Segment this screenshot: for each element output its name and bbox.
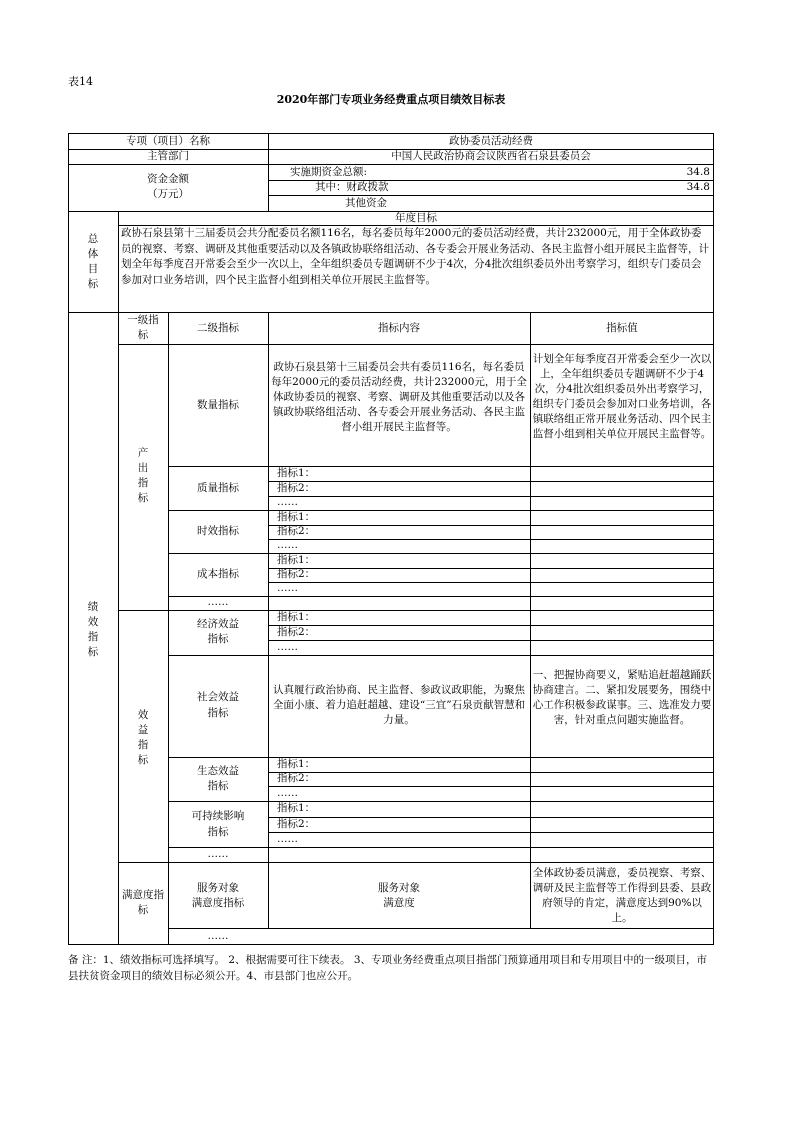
department-label: 主管部门 xyxy=(147,150,189,162)
fund-fiscal-label: 其中：财政拨款 xyxy=(315,181,389,193)
sustainability-indicator-more: …… xyxy=(277,833,298,845)
department-value: 中国人民政治协商会议陕西省石泉县委员会 xyxy=(391,150,591,162)
quality-indicator-2: 指标2： xyxy=(277,482,316,494)
ecological-indicator-label-1: 生态效益 xyxy=(197,765,239,777)
fund-fiscal-value: 34.8 xyxy=(686,181,710,193)
project-name-value: 政协委员活动经费 xyxy=(449,135,533,147)
ecological-indicator-2: 指标2： xyxy=(277,772,316,784)
timeliness-indicator-label: 时效指标 xyxy=(197,525,239,537)
service-satisfaction-label-2: 满意度指标 xyxy=(191,897,245,909)
timeliness-indicator-1: 指标1： xyxy=(277,511,316,523)
cost-indicator-more: …… xyxy=(277,582,298,594)
economic-indicator-label-1: 经济效益 xyxy=(197,618,239,630)
sustainability-indicator-2: 指标2： xyxy=(277,818,316,830)
quantity-indicator-label: 数量指标 xyxy=(197,399,239,411)
ecological-indicator-more: …… xyxy=(277,787,298,799)
level1-header: 一级指标 xyxy=(127,314,159,341)
project-name-label: 专项（项目）名称 xyxy=(126,135,210,147)
output-indicator-label: 产出指标 xyxy=(137,447,149,504)
cost-indicator-2: 指标2： xyxy=(277,568,316,580)
service-content-2: 满意度 xyxy=(383,897,415,909)
cost-indicator-1: 指标1： xyxy=(277,554,316,566)
page-title: 2020年部门专项业务经费重点项目绩效目标表 xyxy=(276,93,506,106)
social-content: 认真履行政治协商、民主监督、参政议政职能，为聚焦全面小康、着力追赶超越、建设“三宜”石泉贡献智慧和力量。 xyxy=(272,684,526,726)
value-header: 指标值 xyxy=(606,322,638,334)
fund-total-value: 34.8 xyxy=(686,166,710,178)
timeliness-indicator-more: …… xyxy=(277,539,298,551)
economic-indicator-label-2: 指标 xyxy=(207,633,229,645)
quality-indicator-label: 质量指标 xyxy=(197,482,239,494)
overall-goal-label: 总体目标 xyxy=(87,233,99,290)
satisfaction-indicator-label: 满意度指标 xyxy=(122,889,164,916)
social-indicator-label-2: 指标 xyxy=(207,707,229,719)
quality-indicator-more: …… xyxy=(277,496,298,508)
fund-total-label: 实施期资金总额: xyxy=(290,166,368,178)
timeliness-indicator-2: 指标2： xyxy=(277,525,316,537)
service-value: 全体政协委员满意，委员视察、考察、调研及民主监督等工作得到县委、县政府领导的肯定，满意度达到90%以上。 xyxy=(532,867,712,924)
benefit-indicator-label: 效益指标 xyxy=(137,709,149,766)
economic-indicator-more: …… xyxy=(277,641,298,653)
economic-indicator-1: 指标1： xyxy=(277,611,316,623)
footnote: 备 注：1、绩效指标可选择填写。 2、根据需要可往下续表。 3、专项业务经费重点项目指部门预算通用项目和专用项目中的一级项目，市县扶贫资金项目的绩效目标必须公开。4、市县部门也应公开。 xyxy=(68,954,708,982)
ecological-indicator-1: 指标1： xyxy=(277,758,316,770)
economic-indicator-2: 指标2： xyxy=(277,626,316,638)
sustainability-indicator-1: 指标1： xyxy=(277,802,316,814)
satisfaction-more: …… xyxy=(207,930,229,942)
social-value: 一、把握协商要义，紧贴追赶超越踊跃协商建言。二、紧扣发展要务，围绕中心工作积极参政谋事。三、选准发力要害，针对重点问题实施监督。 xyxy=(532,669,712,726)
fund-other-label: 其他资金 xyxy=(345,197,387,209)
quantity-content: 政协石泉县第十三届委员会共有委员116名，每名委员每年2000元的委员活动经费，共计232000元，用于全体政协委员的视察、考察、调研及其他重要活动以及各镇政协联络组活动、各专委会开展业务活动、各民主监督小组开展民主监督等。 xyxy=(271,361,527,433)
service-satisfaction-label-1: 服务对象 xyxy=(197,882,239,894)
output-more: …… xyxy=(207,596,229,608)
social-indicator-label-1: 社会效益 xyxy=(197,691,239,703)
sustainability-indicator-label-2: 指标 xyxy=(207,826,229,838)
sustainability-indicator-label-1: 可持续影响 xyxy=(191,810,245,822)
level2-header: 二级指标 xyxy=(197,322,239,334)
annual-goal-label: 年度目标 xyxy=(395,212,437,224)
annual-goal-text: 政协石泉县第十三届委员会共分配委员名额116名，每名委员每年2000元的委员活动经费，共计232000元，用于全体政协委员的视察、考察、调研及其他重要活动以及各镇政协联络组活动、各专委会开展业务活动、各民主监督小组开展民主监督等，计划全年每季度召开常委会至少一次以上，全年组织委员专题调研不少于4次，分4批次组织委员外出考察学习，组织专门委员会参加对口业务培训，四个民主监督小组到相关单位开展民主监督等。 xyxy=(121,227,709,286)
cost-indicator-label: 成本指标 xyxy=(197,568,239,580)
fund-unit-label: （万元） xyxy=(147,188,189,200)
quantity-value: 计划全年每季度召开常委会至少一次以上，全年组织委员专题调研不少于4次，分4批次组织委员外出考察学习，组织专门委员会参加对口业务培训，各镇联络组正常开展业务活动、四个民主监督小组到相关单位开展民主监督等。 xyxy=(532,353,712,440)
fund-amount-label: 资金金额 xyxy=(147,173,189,185)
table-number: 表14 xyxy=(68,75,93,88)
service-content-1: 服务对象 xyxy=(378,882,420,894)
benefit-more: …… xyxy=(207,848,229,860)
quality-indicator-1: 指标1： xyxy=(277,467,316,479)
ecological-indicator-label-2: 指标 xyxy=(207,780,229,792)
performance-indicator-label: 绩效指标 xyxy=(87,601,99,658)
content-header: 指标内容 xyxy=(378,322,420,334)
